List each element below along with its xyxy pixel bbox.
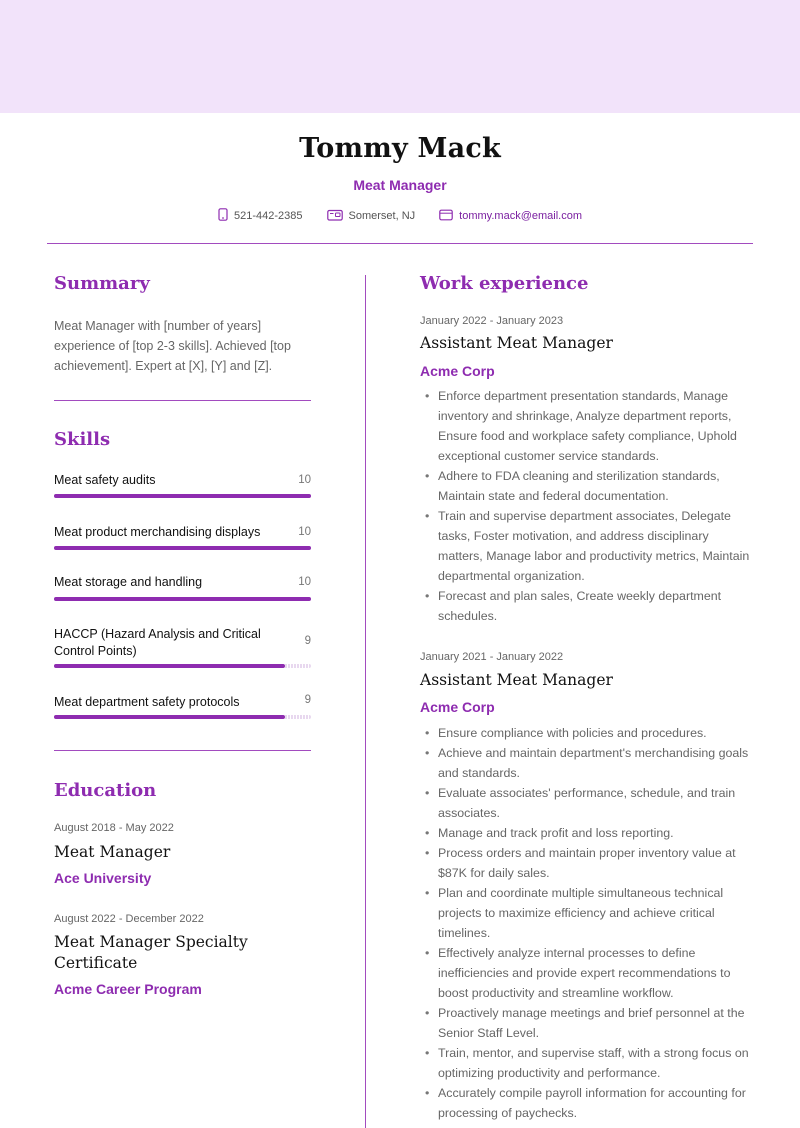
summary-divider bbox=[54, 400, 311, 401]
job-bullet: • Forecast and plan sales, Create weekly department schedules. bbox=[424, 586, 750, 626]
location-text: Somerset, NJ bbox=[348, 210, 416, 222]
job-title: Assistant Meat Manager bbox=[420, 334, 613, 352]
skill-score: 9 bbox=[304, 694, 311, 706]
skill-bar-fill bbox=[54, 664, 285, 668]
job-bullet: • Process orders and maintain proper inventory value at $87K for daily sales. bbox=[424, 843, 750, 883]
skill-item bbox=[54, 574, 311, 591]
column-divider bbox=[365, 275, 366, 1128]
skill-bar-fill bbox=[54, 546, 311, 550]
job-bullet: • Plan and coordinate multiple simultaneous technical projects to maximize efficiency and achieve critical timelines. bbox=[424, 883, 750, 943]
skill-label: Meat safety audits bbox=[54, 473, 156, 487]
job-title: Assistant Meat Manager bbox=[420, 671, 613, 689]
skill-label: HACCP (Hazard Analysis and Critical Control Points) bbox=[54, 627, 261, 658]
job-bullets bbox=[424, 723, 750, 1123]
contact-location bbox=[327, 209, 416, 224]
contact-email[interactable] bbox=[439, 209, 582, 224]
job-bullet: • Train, mentor, and supervise staff, with a strong focus on optimizing productivity and performance. bbox=[424, 1043, 750, 1083]
skill-bar bbox=[54, 597, 311, 601]
skill-bar bbox=[54, 664, 311, 668]
contact-phone bbox=[218, 208, 303, 224]
job-bullet: • Manage and track profit and loss reporting. bbox=[424, 823, 750, 843]
skill-score: 10 bbox=[298, 474, 311, 486]
location-card-icon bbox=[327, 209, 343, 224]
job-bullet: • Effectively analyze internal processes to define inefficiencies and provide expert recommendations to boost productivity and streamline workflow. bbox=[424, 943, 750, 1003]
skill-item bbox=[54, 472, 311, 489]
job-company: Acme Corp bbox=[420, 363, 495, 379]
skill-bar-fill bbox=[54, 715, 285, 719]
work-heading: Work experience bbox=[420, 273, 589, 294]
skill-item bbox=[54, 626, 311, 660]
job-bullet: • Train and supervise department associates, Delegate tasks, Foster motivation, and address disciplinary matters, Manage labor and productivity metrics, Maintain departmental organization. bbox=[424, 506, 750, 586]
skill-bar bbox=[54, 546, 311, 550]
phone-number: 521-442-2385 bbox=[234, 210, 303, 222]
skill-score: 10 bbox=[298, 526, 311, 538]
education-title: Meat Manager Specialty Certificate bbox=[54, 933, 248, 972]
header-divider bbox=[47, 243, 753, 244]
job-date: January 2022 - January 2023 bbox=[420, 315, 564, 327]
skill-label: Meat product merchandising displays bbox=[54, 525, 261, 539]
education-institution: Ace University bbox=[54, 870, 152, 886]
summary-text: Meat Manager with [number of years] experience of [top 2-3 skills]. Achieved [top achievement]. Expert at [X], [Y] and [Z]. bbox=[54, 319, 291, 373]
job-bullet: • Enforce department presentation standards, Manage inventory and shrinkage, Analyze department reports, Ensure food and workplace safety compliance, Uphold exceptional customer service standards. bbox=[424, 386, 750, 466]
skills-heading: Skills bbox=[54, 429, 111, 450]
skill-label: Meat department safety protocols bbox=[54, 695, 240, 709]
candidate-role: Meat Manager bbox=[353, 177, 447, 193]
education-date: August 2022 - December 2022 bbox=[54, 913, 204, 925]
education-institution: Acme Career Program bbox=[54, 981, 202, 997]
job-bullet: • Proactively manage meetings and brief personnel at the Senior Staff Level. bbox=[424, 1003, 750, 1043]
skill-item bbox=[54, 524, 311, 541]
education-heading: Education bbox=[54, 780, 157, 801]
skill-score: 10 bbox=[298, 576, 311, 588]
header-band bbox=[0, 0, 800, 113]
job-bullets bbox=[424, 386, 750, 626]
skill-score: 9 bbox=[304, 635, 311, 647]
contact-row bbox=[0, 208, 800, 224]
skill-bar-fill bbox=[54, 597, 311, 601]
job-company: Acme Corp bbox=[420, 699, 495, 715]
job-bullet: • Adhere to FDA cleaning and sterilization standards, Maintain state and federal documentation. bbox=[424, 466, 750, 506]
candidate-name: Tommy Mack bbox=[299, 133, 501, 164]
skill-item bbox=[54, 694, 311, 711]
job-bullet: • Evaluate associates' performance, schedule, and train associates. bbox=[424, 783, 750, 823]
phone-icon bbox=[218, 208, 228, 224]
education-date: August 2018 - May 2022 bbox=[54, 822, 174, 834]
skill-bar bbox=[54, 715, 311, 719]
skill-bar bbox=[54, 494, 311, 498]
email-icon bbox=[439, 209, 453, 224]
job-bullet: • Ensure compliance with policies and procedures. bbox=[424, 723, 750, 743]
skill-label: Meat storage and handling bbox=[54, 575, 203, 589]
job-bullet: • Achieve and maintain department's merchandising goals and standards. bbox=[424, 743, 750, 783]
skills-divider bbox=[54, 750, 311, 751]
job-date: January 2021 - January 2022 bbox=[420, 651, 564, 663]
job-bullet: • Accurately compile payroll information for accounting for processing of paychecks. bbox=[424, 1083, 750, 1123]
skill-bar-fill bbox=[54, 494, 311, 498]
summary-heading: Summary bbox=[54, 273, 150, 294]
education-title: Meat Manager bbox=[54, 843, 171, 861]
email-link[interactable]: tommy.mack@email.com bbox=[459, 210, 582, 222]
